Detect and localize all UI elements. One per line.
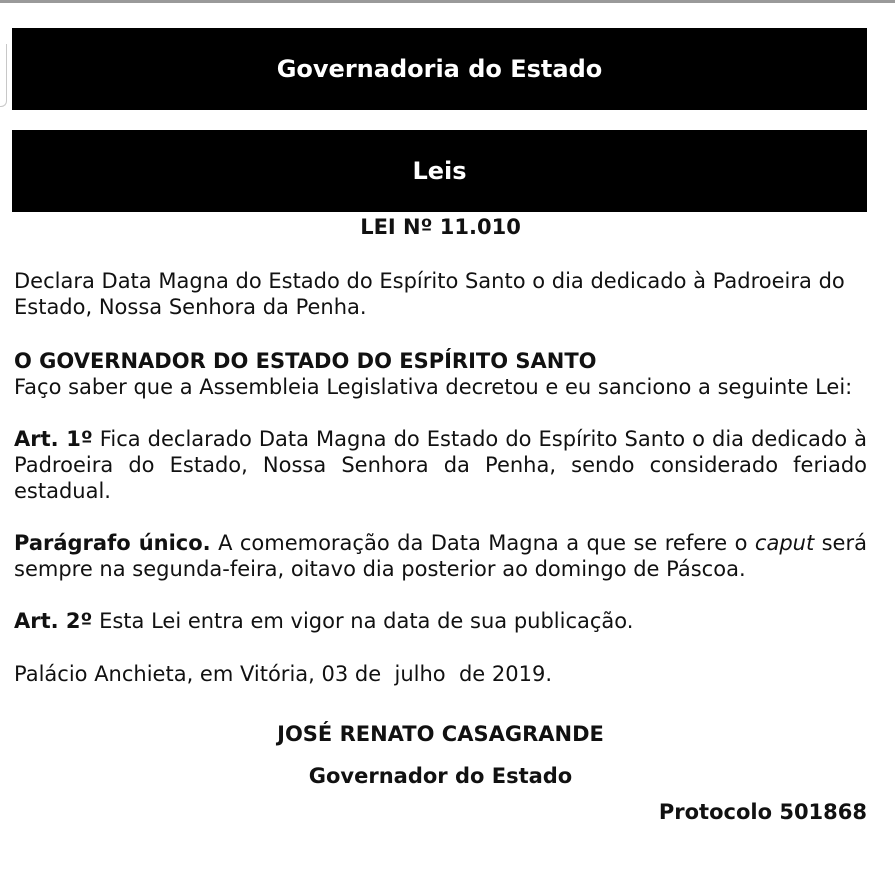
office-title: Governadoria do Estado [276, 55, 603, 83]
top-rule [0, 0, 895, 3]
article-2 [14, 608, 867, 634]
place-date: Palácio Anchieta, em Vitória, 03 de julho de 2019. [14, 662, 553, 686]
sole-paragraph [14, 530, 867, 582]
page-edge-mark [0, 44, 7, 107]
sole-paragraph-italic: caput [754, 531, 815, 555]
signatory-role: Governador do Estado [308, 764, 573, 788]
authority-text: O GOVERNADOR DO ESTADO DO ESPÍRITO SANTO [14, 349, 597, 373]
law-document [14, 214, 867, 825]
protocol-number: Protocolo 501868 [658, 800, 867, 824]
section-header-bar [12, 130, 867, 212]
signatory-name: JOSÉ RENATO CASAGRANDE [277, 722, 604, 746]
law-title: LEI Nº 11.010 [360, 215, 521, 239]
sole-paragraph-text-2: será sempre na segunda-feira, oitavo dia posterior ao domingo de Páscoa. [14, 531, 867, 581]
article-1-label: Art. 1º [14, 427, 93, 451]
authority-line [14, 348, 867, 374]
section-title: Leis [412, 157, 467, 185]
office-header-bar [12, 28, 867, 110]
article-2-text: Esta Lei entra em vigor na data de sua publicação. [92, 609, 634, 633]
sole-paragraph-label: Parágrafo único. [14, 531, 211, 555]
preamble: Faço saber que a Assembleia Legislativa decretou e eu sanciono a seguinte Lei: [14, 375, 853, 399]
article-2-label: Art. 2º [14, 609, 93, 633]
sole-paragraph-text-1: A comemoração da Data Magna a que se refere o [210, 531, 755, 555]
article-1-text: Fica declarado Data Magna do Estado do Espírito Santo o dia dedicado à Padroeira do Estado, Nossa Senhora da Penha, sendo considerado feriado estadual. [14, 427, 867, 503]
article-1 [14, 426, 867, 504]
law-summary: Declara Data Magna do Estado do Espírito Santo o dia dedicado à Padroeira do Estado, Nossa Senhora da Penha. [14, 269, 845, 319]
